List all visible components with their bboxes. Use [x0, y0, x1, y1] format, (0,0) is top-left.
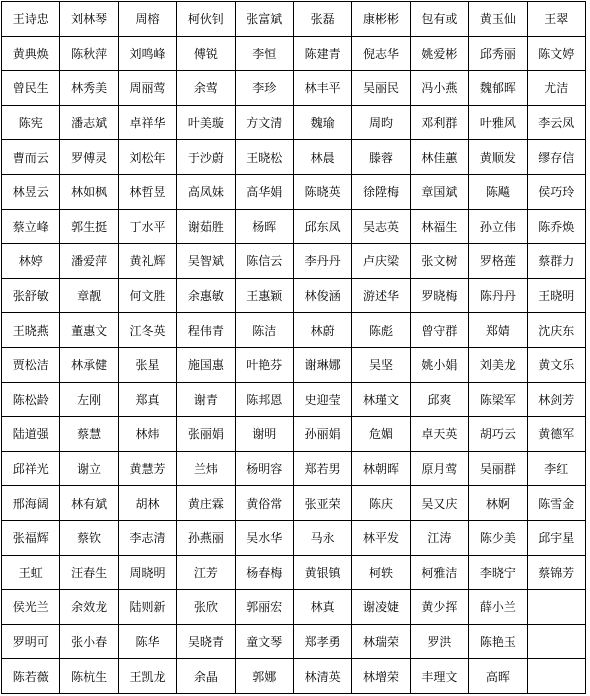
name-cell: 王晓明 [527, 278, 585, 313]
name-cell: 李珍 [235, 71, 293, 106]
name-cell: 吴丽民 [352, 71, 410, 106]
table-row [2, 71, 586, 106]
name-cell: 张亚荣 [293, 486, 351, 521]
table-row [2, 2, 586, 37]
table-row [2, 174, 586, 209]
name-cell: 林丰平 [293, 71, 351, 106]
name-cell: 江芳 [177, 555, 235, 590]
name-cell: 陈文婷 [527, 36, 585, 71]
name-cell: 周丽莺 [118, 71, 176, 106]
table-row [2, 347, 586, 382]
name-cell: 邱秀丽 [469, 36, 527, 71]
name-cell: 吴晓青 [177, 624, 235, 659]
name-cell: 林俊涵 [293, 278, 351, 313]
name-cell: 刘鸣峰 [118, 36, 176, 71]
name-cell: 丰理文 [410, 659, 468, 694]
name-cell: 潘爱萍 [60, 244, 118, 279]
name-cell: 王诗忠 [2, 2, 60, 37]
name-cell: 童文琴 [235, 624, 293, 659]
name-cell: 李恒 [235, 36, 293, 71]
table-row [2, 140, 586, 175]
name-cell: 陈庆 [352, 486, 410, 521]
name-cell: 陈宪 [2, 105, 60, 140]
name-cell: 滕蓉 [352, 140, 410, 175]
name-cell: 魏郁晖 [469, 71, 527, 106]
name-cell: 陆道强 [2, 417, 60, 452]
name-cell: 江冬英 [118, 313, 176, 348]
name-cell: 何文胜 [118, 278, 176, 313]
name-cell: 罗格莲 [469, 244, 527, 279]
name-cell: 余效龙 [60, 590, 118, 625]
name-cell: 叶美璇 [177, 105, 235, 140]
name-cell: 林有斌 [60, 486, 118, 521]
name-cell: 黄少挥 [410, 590, 468, 625]
name-cell: 陈丹丹 [469, 278, 527, 313]
name-cell: 兰炜 [177, 451, 235, 486]
name-cell: 蔡锦芳 [527, 555, 585, 590]
name-cell: 黄庄霖 [177, 486, 235, 521]
name-cell: 余莺 [177, 71, 235, 106]
name-cell: 王惠颖 [235, 278, 293, 313]
name-cell: 林炜 [118, 417, 176, 452]
name-cell: 张福辉 [2, 520, 60, 555]
name-cell: 李丹丹 [293, 244, 351, 279]
name-cell: 林佳蕙 [410, 140, 468, 175]
name-cell: 陈松龄 [2, 382, 60, 417]
name-cell: 陈华 [118, 624, 176, 659]
name-cell: 周昀 [352, 105, 410, 140]
name-cell: 张舒敏 [2, 278, 60, 313]
name-cell: 孙立伟 [469, 209, 527, 244]
table-row [2, 278, 586, 313]
name-cell: 谢凌婕 [352, 590, 410, 625]
name-cell: 蔡钦 [60, 520, 118, 555]
name-cell: 史迎莹 [293, 382, 351, 417]
name-cell: 谢青 [177, 382, 235, 417]
table-row [2, 624, 586, 659]
name-cell: 谢琳娜 [293, 347, 351, 382]
name-cell: 林真 [293, 590, 351, 625]
name-cell: 江涛 [410, 520, 468, 555]
name-cell: 蔡慧 [60, 417, 118, 452]
name-cell: 李云凤 [527, 105, 585, 140]
name-cell: 方文清 [235, 105, 293, 140]
name-cell: 林瑞荣 [352, 624, 410, 659]
name-cell: 邱祥光 [2, 451, 60, 486]
name-cell: 邓利群 [410, 105, 468, 140]
name-cell: 黄典焕 [2, 36, 60, 71]
name-cell: 叶艳芬 [235, 347, 293, 382]
name-cell: 原月莺 [410, 451, 468, 486]
name-cell: 陈若薇 [2, 659, 60, 694]
table-row [2, 590, 586, 625]
name-cell: 邱东凤 [293, 209, 351, 244]
name-cell: 姚爱彬 [410, 36, 468, 71]
name-cell: 罗洪 [410, 624, 468, 659]
name-cell: 李晓宁 [469, 555, 527, 590]
name-cell: 柯雅洁 [410, 555, 468, 590]
name-cell: 林秀美 [60, 71, 118, 106]
name-cell: 周榕 [118, 2, 176, 37]
name-cell: 贾松洁 [2, 347, 60, 382]
table-row [2, 659, 586, 694]
table-row [2, 313, 586, 348]
name-cell: 林福生 [410, 209, 468, 244]
name-cell: 林哲昱 [118, 174, 176, 209]
name-cell: 王晓燕 [2, 313, 60, 348]
name-cell: 谢明 [235, 417, 293, 452]
name-cell: 王晓松 [235, 140, 293, 175]
name-cell: 左刚 [60, 382, 118, 417]
name-cell: 郭丽宏 [235, 590, 293, 625]
name-cell: 尤洁 [527, 71, 585, 106]
name-cell: 章国斌 [410, 174, 468, 209]
name-cell: 陈梁军 [469, 382, 527, 417]
name-cell: 谢立 [60, 451, 118, 486]
name-cell: 柯伙钊 [177, 2, 235, 37]
name-cell: 沈庆东 [527, 313, 585, 348]
name-cell: 潘志斌 [60, 105, 118, 140]
name-cell [527, 659, 585, 694]
name-cell: 邱宇星 [527, 520, 585, 555]
name-cell: 黄慧芳 [118, 451, 176, 486]
name-cell: 黄文乐 [527, 347, 585, 382]
name-cell: 罗傅灵 [60, 140, 118, 175]
name-table [1, 1, 586, 694]
name-cell: 胡巧云 [469, 417, 527, 452]
name-cell: 薛小兰 [469, 590, 527, 625]
name-cell: 李志清 [118, 520, 176, 555]
name-cell: 孙丽娟 [293, 417, 351, 452]
name-cell: 罗晓梅 [410, 278, 468, 313]
name-cell: 蔡立峰 [2, 209, 60, 244]
table-row [2, 209, 586, 244]
name-cell: 张丽娟 [177, 417, 235, 452]
name-cell: 汪春生 [60, 555, 118, 590]
name-cell: 高晖 [469, 659, 527, 694]
name-cell: 叶雅风 [469, 105, 527, 140]
name-cell: 张星 [118, 347, 176, 382]
name-cell: 丁水平 [118, 209, 176, 244]
name-cell: 傅锐 [177, 36, 235, 71]
name-cell: 陈邦恩 [235, 382, 293, 417]
name-cell: 陈彪 [352, 313, 410, 348]
name-cell: 柯轶 [352, 555, 410, 590]
name-cell: 张富斌 [235, 2, 293, 37]
name-cell: 吴志英 [352, 209, 410, 244]
name-cell: 林朝晖 [352, 451, 410, 486]
name-cell: 张磊 [293, 2, 351, 37]
name-cell: 吴丽群 [469, 451, 527, 486]
name-cell: 郑婧 [469, 313, 527, 348]
name-cell: 林剑芳 [527, 382, 585, 417]
name-cell: 郭娜 [235, 659, 293, 694]
name-cell: 杨晖 [235, 209, 293, 244]
name-cell: 卓祥华 [118, 105, 176, 140]
table-row [2, 451, 586, 486]
name-cell: 张文树 [410, 244, 468, 279]
name-cell: 郭生挺 [60, 209, 118, 244]
name-cell: 杨春梅 [235, 555, 293, 590]
table-row [2, 486, 586, 521]
name-cell: 林增荣 [352, 659, 410, 694]
name-cell: 魏瑜 [293, 105, 351, 140]
name-cell: 徐陞梅 [352, 174, 410, 209]
name-cell: 吴智斌 [177, 244, 235, 279]
table-row [2, 417, 586, 452]
name-cell: 吴水华 [235, 520, 293, 555]
name-cell: 林清英 [293, 659, 351, 694]
name-cell: 陈飚 [469, 174, 527, 209]
table-row [2, 105, 586, 140]
name-cell: 章靓 [60, 278, 118, 313]
table-row [2, 382, 586, 417]
name-cell: 刘美龙 [469, 347, 527, 382]
name-cell: 张欣 [177, 590, 235, 625]
name-cell: 于沙蔚 [177, 140, 235, 175]
name-cell: 姚小娟 [410, 347, 468, 382]
name-cell: 黄俗常 [235, 486, 293, 521]
name-cell: 黄顺发 [469, 140, 527, 175]
name-cell: 林平发 [352, 520, 410, 555]
name-cell: 周晓明 [118, 555, 176, 590]
name-cell: 陈信云 [235, 244, 293, 279]
name-cell: 侯光兰 [2, 590, 60, 625]
name-cell [527, 624, 585, 659]
name-cell: 董惠文 [60, 313, 118, 348]
name-cell: 王翠 [527, 2, 585, 37]
name-cell: 蔡群力 [527, 244, 585, 279]
table-row [2, 244, 586, 279]
name-cell: 陈建青 [293, 36, 351, 71]
name-cell: 王虹 [2, 555, 60, 590]
name-cell: 卢庆梁 [352, 244, 410, 279]
name-cell: 余晶 [177, 659, 235, 694]
name-cell: 罗明可 [2, 624, 60, 659]
table-row [2, 36, 586, 71]
name-cell: 谢茹胜 [177, 209, 235, 244]
name-cell: 施国惠 [177, 347, 235, 382]
name-cell: 倪志华 [352, 36, 410, 71]
name-cell: 黄银镇 [293, 555, 351, 590]
name-cell: 陈晓英 [293, 174, 351, 209]
name-cell: 林婷 [2, 244, 60, 279]
name-cell: 黄礼辉 [118, 244, 176, 279]
name-cell: 郑真 [118, 382, 176, 417]
name-cell: 黄玉仙 [469, 2, 527, 37]
name-cell: 高凤妹 [177, 174, 235, 209]
table-row [2, 555, 586, 590]
name-cell: 曹而云 [2, 140, 60, 175]
table-body [2, 2, 586, 694]
name-cell: 郑孝勇 [293, 624, 351, 659]
name-cell: 陈少美 [469, 520, 527, 555]
name-cell: 陈杭生 [60, 659, 118, 694]
name-cell: 包有或 [410, 2, 468, 37]
name-cell: 刘松年 [118, 140, 176, 175]
name-cell: 林晨 [293, 140, 351, 175]
name-cell: 林蔚 [293, 313, 351, 348]
name-cell: 林如枫 [60, 174, 118, 209]
name-cell: 邢海阔 [2, 486, 60, 521]
name-cell: 林承健 [60, 347, 118, 382]
name-cell [527, 590, 585, 625]
name-cell: 余惠敏 [177, 278, 235, 313]
name-cell: 张小春 [60, 624, 118, 659]
name-cell: 马永 [293, 520, 351, 555]
name-cell: 曾民生 [2, 71, 60, 106]
name-cell: 郑若男 [293, 451, 351, 486]
name-cell: 林婀 [469, 486, 527, 521]
name-cell: 陈雪金 [527, 486, 585, 521]
name-cell: 侯巧玲 [527, 174, 585, 209]
name-cell: 高华娟 [235, 174, 293, 209]
name-cell: 吴又庆 [410, 486, 468, 521]
name-cell: 李红 [527, 451, 585, 486]
name-cell: 游述华 [352, 278, 410, 313]
name-cell: 胡林 [118, 486, 176, 521]
name-cell: 曾守群 [410, 313, 468, 348]
name-cell: 缪存信 [527, 140, 585, 175]
name-cell: 危媚 [352, 417, 410, 452]
name-cell: 陆则新 [118, 590, 176, 625]
name-cell: 康彬彬 [352, 2, 410, 37]
name-cell: 黄德军 [527, 417, 585, 452]
name-cell: 林瑾文 [352, 382, 410, 417]
name-cell: 林昱云 [2, 174, 60, 209]
name-cell: 邱爽 [410, 382, 468, 417]
name-cell: 刘林琴 [60, 2, 118, 37]
name-cell: 陈秋萍 [60, 36, 118, 71]
name-cell: 冯小燕 [410, 71, 468, 106]
name-cell: 王凯龙 [118, 659, 176, 694]
name-cell: 卓天英 [410, 417, 468, 452]
name-cell: 孙燕丽 [177, 520, 235, 555]
name-cell: 陈乔焕 [527, 209, 585, 244]
name-cell: 程伟青 [177, 313, 235, 348]
name-cell: 吴坚 [352, 347, 410, 382]
table-row [2, 520, 586, 555]
name-cell: 陈洁 [235, 313, 293, 348]
name-cell: 杨明容 [235, 451, 293, 486]
name-cell: 陈艳玉 [469, 624, 527, 659]
